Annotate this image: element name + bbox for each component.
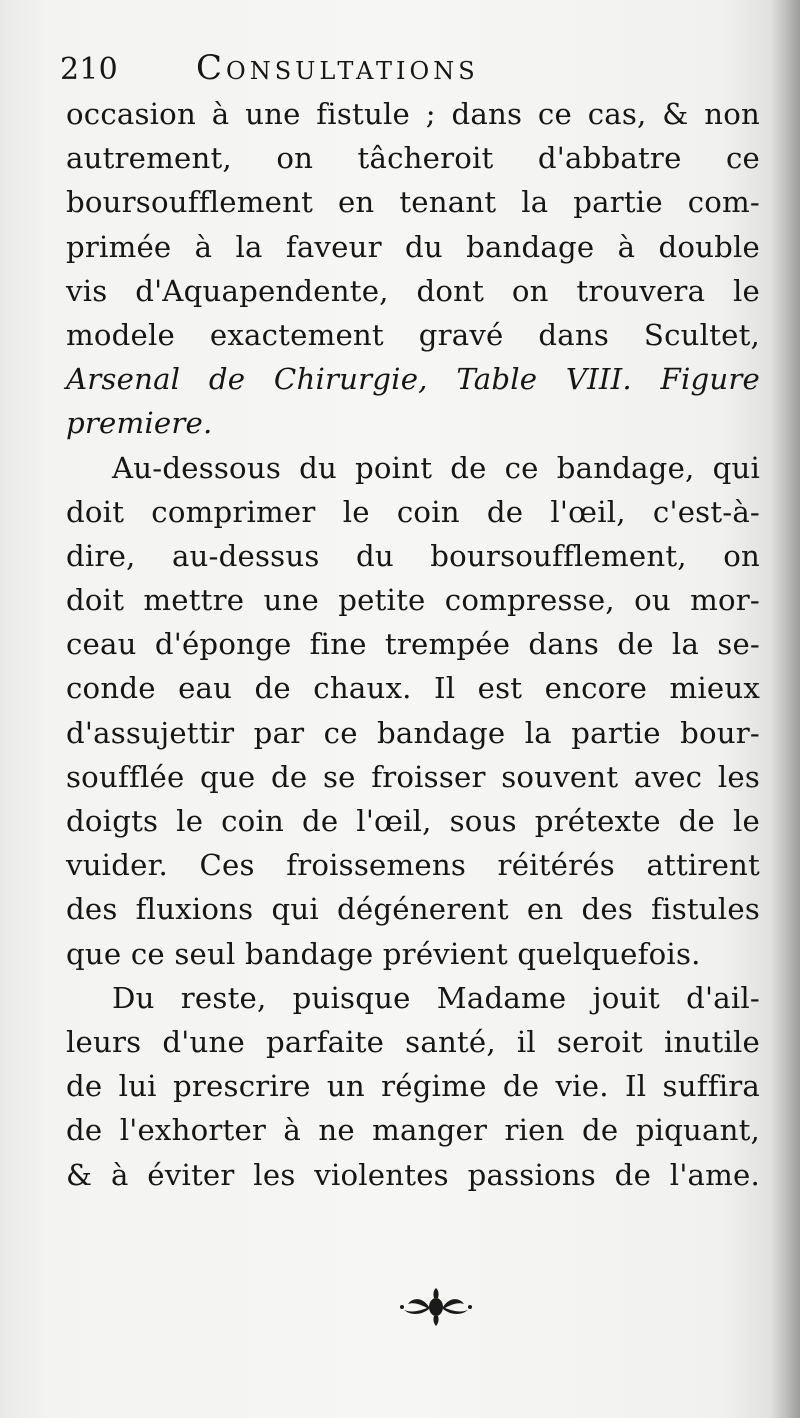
text-line: doit mettre une petite compresse, ou mor- xyxy=(66,583,760,618)
text-line: d'assujettir par ce bandage la partie bour- xyxy=(66,715,760,750)
paragraph-end-line: & à éviter les violentes passions de l'ame. xyxy=(66,1157,760,1192)
text-line: dire, au-dessus du boursoufflement, on xyxy=(66,538,760,573)
text-line: vuider. Ces froissemens réitérés attirent xyxy=(66,848,760,883)
running-head xyxy=(60,44,760,92)
text-line: occasion à une fistule ; dans ce cas, & non xyxy=(66,97,760,131)
paragraph-start-line: Au-dessous du point de ce bandage, qui xyxy=(112,450,760,485)
paragraph-end-line: que ce seul bandage prévient quelquefois. xyxy=(66,936,701,971)
text-line: autrement, on tâcheroit d'abbatre ce xyxy=(66,141,760,176)
text-line: conde eau de chaux. Il est encore mieux xyxy=(66,671,760,706)
text-line: leurs d'une parfaite santé, il seroit inutile xyxy=(66,1024,760,1059)
paragraph-start-line: Du reste, puisque Madame jouit d'ail- xyxy=(112,980,760,1015)
text-line: de lui prescrire un régime de vie. Il suffira xyxy=(66,1069,760,1104)
text-line: doit comprimer le coin de l'œil, c'est-à- xyxy=(66,494,760,529)
text-line: soufflée que de se froisser souvent avec les xyxy=(66,759,760,794)
page-edge-shadow xyxy=(770,0,800,1418)
page-number: 210 xyxy=(60,52,118,87)
text-line: doigts le coin de l'œil, sous prétexte de le xyxy=(66,804,760,838)
text-line: ceau d'éponge fine trempée dans de la se- xyxy=(66,627,760,662)
text-line: des fluxions qui dégénerent en des fistules xyxy=(66,892,760,927)
running-title: Consultations xyxy=(196,48,479,88)
page-text xyxy=(60,44,760,1197)
fleuron-icon xyxy=(398,1288,474,1326)
text-line: primée à la faveur du bandage à double xyxy=(66,229,760,264)
text-line: de l'exhorter à ne manger rien de piquant, xyxy=(66,1113,760,1148)
text-line: vis d'Aquapendente, dont on trouvera le xyxy=(66,273,760,308)
text-line-citation-end: premiere. xyxy=(66,406,213,441)
text-line-citation: Arsenal de Chirurgie, Table VIII. Figure xyxy=(66,362,760,397)
text-line: modele exactement gravé dans Scultet, xyxy=(66,317,760,352)
text-line: boursoufflement en tenant la partie com- xyxy=(66,185,760,220)
